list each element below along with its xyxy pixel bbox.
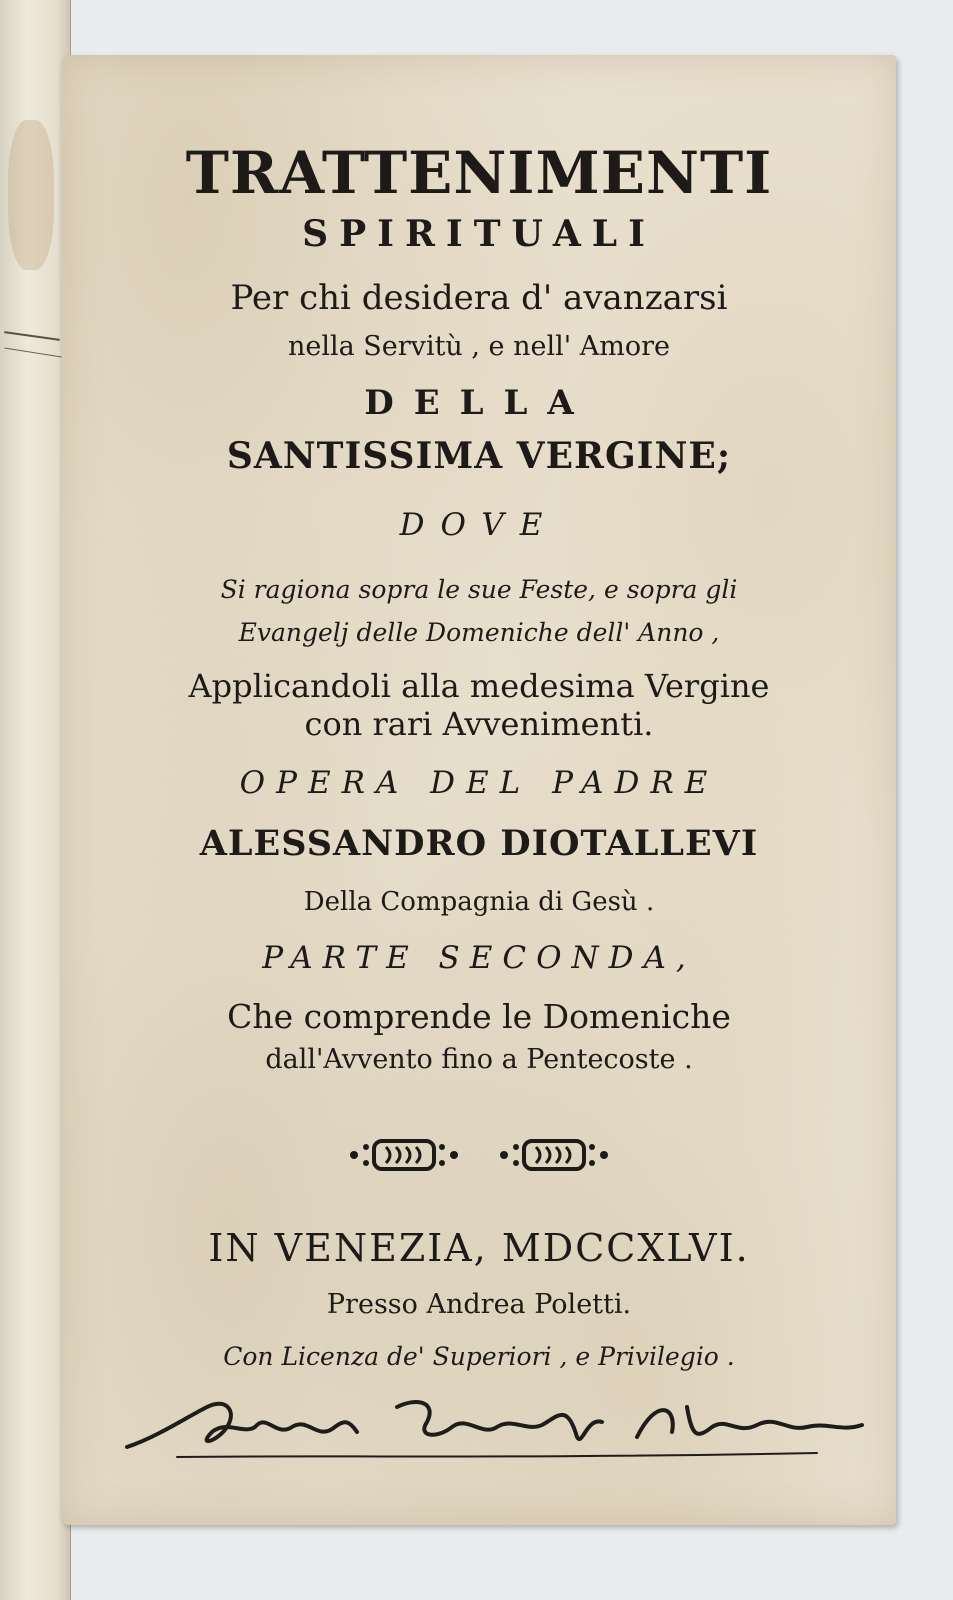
subtitle-line-1: Per chi desidera d' avanzarsi: [230, 278, 728, 318]
author-name: ALESSANDRO DIOTALLEVI: [199, 823, 759, 864]
handwritten-signature-icon: [117, 1377, 877, 1467]
subtitle-dove: DOVE: [399, 507, 559, 543]
page-crease: [4, 347, 61, 357]
fleuron-icon: [494, 1133, 614, 1177]
foxing-stain: [8, 120, 54, 270]
subtitle-vergine: SANTISSIMA VERGINE;: [226, 435, 732, 477]
subtitle-line-2: nella Servitù , e nell' Amore: [287, 331, 671, 362]
description-line-4: con rari Avvenimenti.: [304, 705, 654, 743]
title-line-2: SPIRITUALI: [302, 213, 656, 255]
author-order: Della Compagnia di Gesù .: [303, 887, 655, 917]
volume-part: PARTE SECONDA,: [262, 940, 696, 976]
page-crease: [4, 331, 60, 341]
description-line-2: Evangelj delle Domeniche dell' Anno ,: [238, 618, 720, 647]
imprint-license: Con Licenza de' Superiori , e Privilegio .: [223, 1342, 735, 1371]
title-page: [62, 55, 896, 1525]
volume-content-1: Che comprende le Domeniche: [227, 997, 731, 1036]
author-intro: OPERA DEL PADRE: [239, 765, 719, 801]
volume-content-2: dall'Avvento fino a Pentecoste .: [265, 1044, 693, 1075]
printer-ornaments: [62, 1133, 896, 1177]
description-line-1: Si ragiona sopra le sue Feste, e sopra gli: [220, 575, 738, 604]
title-line-1: TRATTENIMENTI: [185, 139, 773, 207]
fleuron-icon: [344, 1133, 464, 1177]
subtitle-della: DELLA: [364, 383, 594, 423]
description-line-3: Applicandoli alla medesima Vergine: [188, 667, 770, 705]
imprint-printer: Presso Andrea Poletti.: [326, 1289, 632, 1320]
imprint-place-date: IN VENEZIA, MDCCXLVI.: [208, 1226, 750, 1270]
facing-page: [0, 0, 71, 1600]
